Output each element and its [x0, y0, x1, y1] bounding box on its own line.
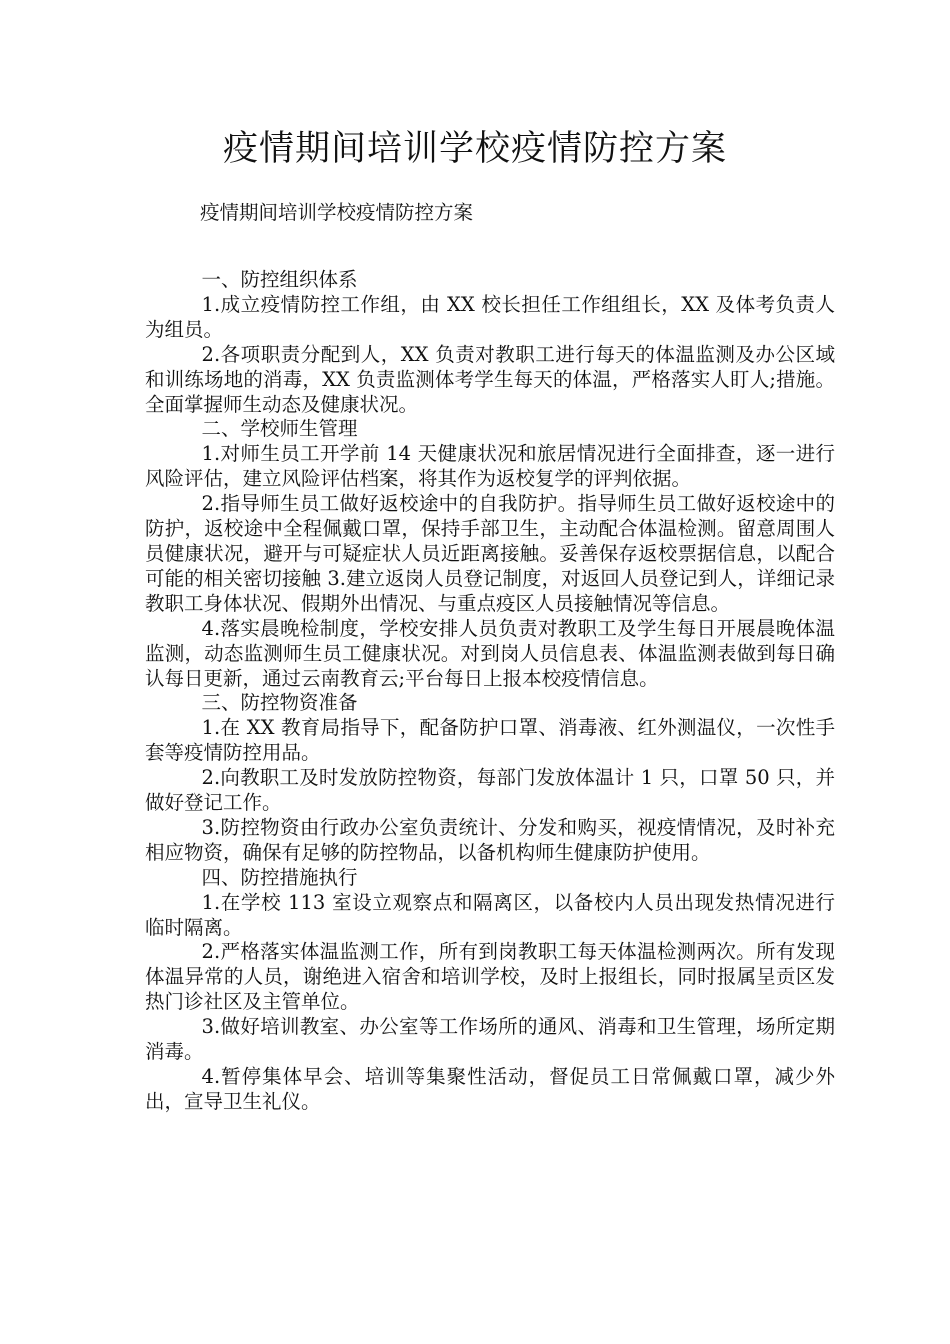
paragraph: 3.做好培训教室、办公室等工作场所的通风、消毒和卫生管理，场所定期消毒。 [145, 1015, 835, 1064]
paragraph: 2.向教职工及时发放防控物资，每部门发放体温计 1 只，口罩 50 只，并做好登记工作。 [145, 766, 835, 815]
section-heading: 二、学校师生管理 [201, 417, 358, 441]
paragraph: 3.防控物资由行政办公室负责统计、分发和购买，视疫情情况，及时补充相应物资，确保有足够的防控物品，以备机构师生健康防护使用。 [145, 815, 835, 864]
paragraph: 4.暂停集体早会、培训等集聚性活动，督促员工日常佩戴口罩，减少外出，宣导卫生礼仪。 [145, 1065, 835, 1113]
paragraph: 1.成立疫情防控工作组，由 XX 校长担任工作组组长，XX 及体考负责人为组员。 [145, 292, 835, 341]
paragraph: 2.严格落实体温监测工作，所有到岗教职工每天体温检测两次。所有发现体温异常的人员，谢绝进入宿舍和培训学校，及时上报组长，同时报属呈贡区发热门诊社区及主管单位。 [145, 940, 835, 1014]
section-heading: 四、防控措施执行 [201, 865, 358, 889]
section-heading: 一、防控组织体系 [201, 268, 358, 291]
paragraph: 2.指导师生员工做好返校途中的自我防护。指导师生员工做好返校途中的防护，返校途中全程佩戴口罩，保持手部卫生，主动配合体温检测。留意周围人员健康状况，避开与可疑症状人员近距离接触。妥善保存返校票据信息，以配合可能的相关密切接触 3.建立返岗人员登记制度，对返回人员登记到人，详细记录教职工身体状况、假期外出情况、与重点疫区人员接触情况等信息。 [145, 492, 835, 615]
paragraph: 2.各项职责分配到人，XX 负责对教职工进行每天的体温监测及办公区域和训练场地的消毒，XX 负责监测体考学生每天的体温，严格落实人盯人;措施。全面掌握师生动态及健康状况。 [145, 342, 835, 416]
document-title: 疫情期间培训学校疫情防控方案 [222, 129, 727, 169]
paragraph: 1.对师生员工开学前 14 天健康状况和旅居情况进行全面排查，逐一进行风险评估，建立风险评估档案，将其作为返校复学的评判依据。 [145, 442, 835, 491]
paragraph: 1.在 XX 教育局指导下，配备防护口罩、消毒液、红外测温仪，一次性手套等疫情防控用品。 [145, 716, 835, 765]
document-subtitle: 疫情期间培训学校疫情防控方案 [200, 201, 474, 224]
document-body [145, 268, 835, 1115]
paragraph: 1.在学校 113 室设立观察点和隔离区，以备校内人员出现发热情况进行临时隔离。 [145, 890, 835, 939]
paragraph: 4.落实晨晚检制度，学校安排人员负责对教职工及学生每日开展晨晚体温监测，动态监测师生员工健康状况。对到岗人员信息表、体温监测表做到每日确认每日更新，通过云南教育云;平台每日上报本校疫情信息。 [145, 616, 835, 690]
section-heading: 三、防控物资准备 [201, 691, 358, 715]
